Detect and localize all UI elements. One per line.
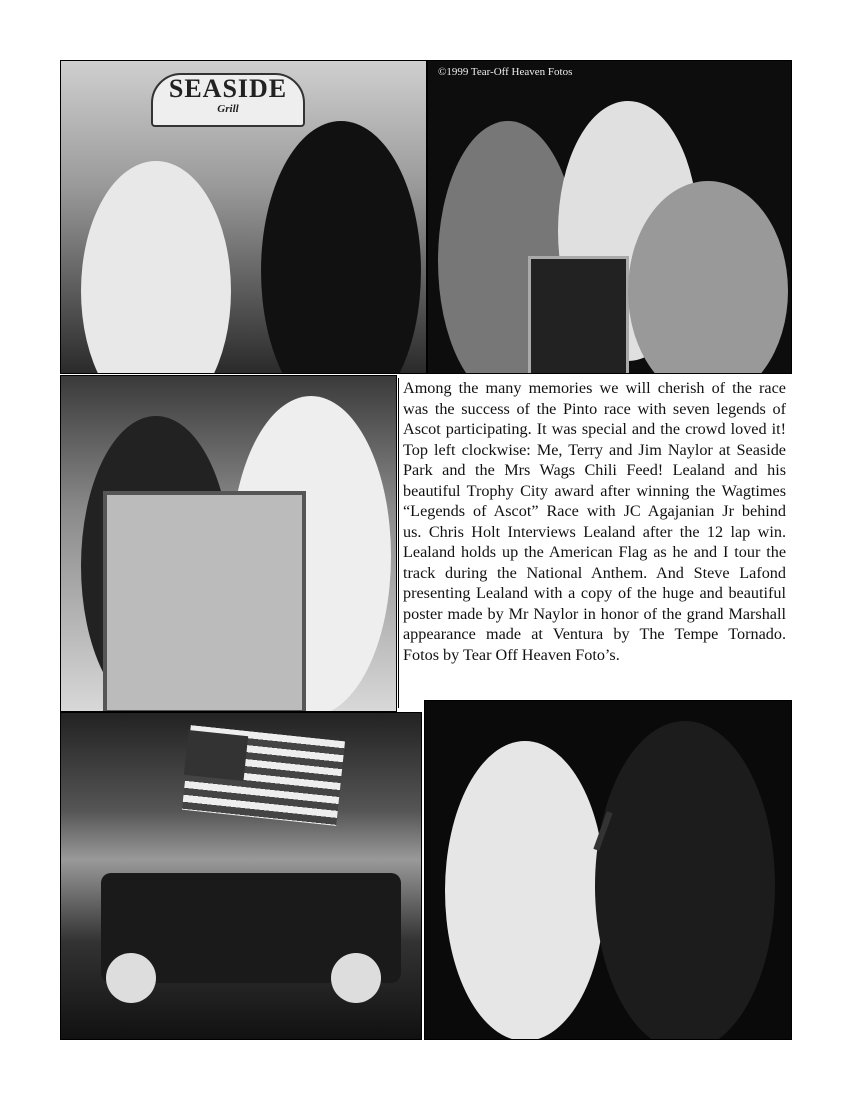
person-driver xyxy=(595,721,775,1040)
person-dark-shirt xyxy=(261,121,421,374)
caption-text: Among the many memories we will cherish of the race was the success of the Pinto race with seven legends of Ascot participating. It was special and the crowd loved it! Top left clockwise: Me, Terry and Jim Naylor at Seaside Park and the Mrs Wags Chili Feed! Lealand and his beautiful Trophy City award after winning the Wagtimes “Legends of Ascot” Race with JC Agajanian Jr behind us. Chris Holt Interviews Lealand after the 12 lap win. Lealand holds up the American Flag as he and I tour the track during the National Anthem. And Steve Lafond presenting Lealand with a copy of the huge and beautiful poster made by Mr Naylor in honor of the grand Marshall appearance made at Ventura by The Tempe Tornado. Fotos by Tear Off Heaven Foto’s. xyxy=(398,378,786,708)
person-interviewer xyxy=(445,741,605,1040)
cart-wheel xyxy=(331,953,381,1003)
photo-trophy-award xyxy=(60,375,397,712)
flag-canton xyxy=(184,730,248,781)
seaside-grill-sign: SEASIDE Grill xyxy=(151,73,305,127)
photo-chili-feed-plaque: ©1999 Tear-Off Heaven Fotos xyxy=(427,60,792,374)
person-white-shirt xyxy=(81,161,231,374)
trophy-poster xyxy=(103,491,306,712)
photo-flag-tour xyxy=(60,712,422,1040)
award-plaque xyxy=(528,256,629,374)
photo-seaside-grill xyxy=(60,60,427,374)
cart-wheel xyxy=(106,953,156,1003)
photo-interview xyxy=(424,700,792,1040)
